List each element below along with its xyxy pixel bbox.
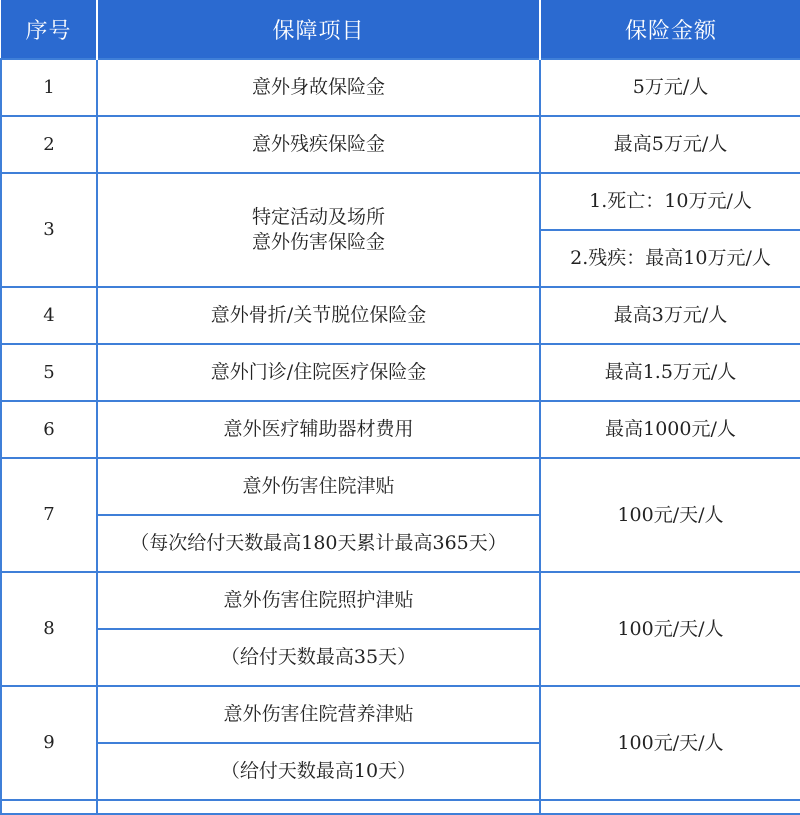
row-amount: 100元/天/人 [540,572,800,686]
row-item: 意外医疗辅助器材费用 [97,401,540,458]
row-num: 4 [1,287,97,344]
row-note: （每次给付天数最高180天累计最高365天） [97,515,540,572]
row-item: 意外门诊/住院医疗保险金 [97,344,540,401]
row-num: 7 [1,458,97,572]
table-row [1,59,800,116]
row-amount-death: 1.死亡：10万元/人 [540,173,800,230]
table-row [1,116,800,173]
row-note: （给付天数最高35天） [97,629,540,686]
table-row [1,344,800,401]
row-item-line1: 特定活动及场所 [251,206,385,229]
header-num: 序号 [1,0,97,59]
table-row [1,401,800,458]
row-amount: 100元/天/人 [540,686,800,800]
table-row [1,287,800,344]
row-item: 意外身故保险金 [97,59,540,116]
row-num: 3 [1,173,97,287]
row-amount: 100元/天/人 [540,458,800,572]
row-num: 6 [1,401,97,458]
row-amount [540,800,800,814]
row-amount: 最高1000元/人 [540,401,800,458]
row-num: 5 [1,344,97,401]
table-row [1,458,800,515]
row-item: 意外伤害住院营养津贴 [97,686,540,743]
table-row [1,686,800,743]
table-row-partial [1,800,800,814]
row-item [97,173,540,287]
row-item: 意外残疾保险金 [97,116,540,173]
header-item: 保障项目 [97,0,540,59]
table-row [1,572,800,629]
table-header-row [1,0,800,59]
row-amount: 最高1.5万元/人 [540,344,800,401]
row-item: 意外骨折/关节脱位保险金 [97,287,540,344]
row-item: 意外伤害住院照护津贴 [97,572,540,629]
row-item-line2: 意外伤害保险金 [251,231,385,253]
header-amount: 保险金额 [540,0,800,59]
row-num [1,800,97,814]
row-amount: 5万元/人 [540,59,800,116]
row-item [97,800,540,814]
row-amount: 最高5万元/人 [540,116,800,173]
row-num: 8 [1,572,97,686]
row-note: （给付天数最高10天） [97,743,540,800]
table-row [1,173,800,230]
row-num: 2 [1,116,97,173]
row-amount-disability: 2.残疾：最高10万元/人 [540,230,800,287]
row-num: 9 [1,686,97,800]
row-num: 1 [1,59,97,116]
row-item: 意外伤害住院津贴 [97,458,540,515]
row-amount: 最高3万元/人 [540,287,800,344]
